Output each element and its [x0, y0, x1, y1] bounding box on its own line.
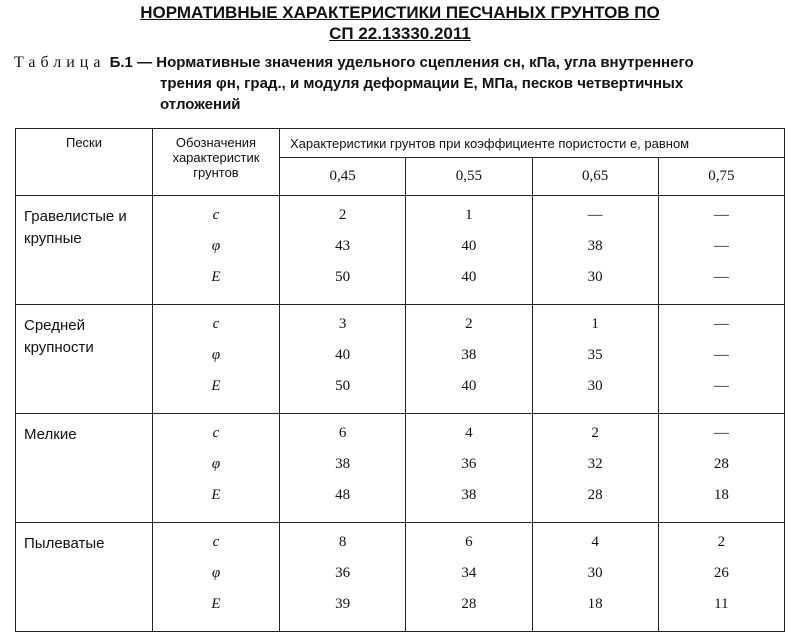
- symbol-label: φ: [211, 347, 221, 363]
- value-cell: [532, 305, 658, 414]
- value: —: [713, 316, 729, 332]
- value-cell: [658, 414, 784, 523]
- value: 38: [461, 347, 477, 363]
- value: 50: [335, 269, 351, 285]
- value: 1: [465, 207, 473, 223]
- value: 2: [465, 316, 473, 332]
- value: —: [713, 269, 729, 285]
- symbol-label: c: [212, 207, 220, 223]
- value-cell: [280, 523, 406, 632]
- symbol-cell: [153, 414, 280, 523]
- value: 40: [335, 347, 351, 363]
- value-cell: [406, 523, 532, 632]
- value-cell: [658, 305, 784, 414]
- value-cell: [532, 523, 658, 632]
- symbol-cell: [153, 196, 280, 305]
- table-body: [16, 196, 785, 632]
- table-row: [16, 414, 785, 523]
- symbol-label: c: [212, 534, 220, 550]
- sand-type: Средней крупности: [16, 305, 153, 414]
- value: 34: [461, 565, 477, 581]
- value: 50: [335, 378, 351, 394]
- header-sand: Пески: [16, 129, 153, 196]
- caption-line3: отложений: [160, 96, 241, 113]
- value: 36: [461, 456, 477, 472]
- value-cell: [406, 414, 532, 523]
- value: 3: [338, 316, 347, 332]
- value: 4: [465, 425, 473, 441]
- table-row: [16, 196, 785, 305]
- value: 35: [587, 347, 603, 363]
- value: 26: [713, 565, 729, 581]
- value: 30: [587, 378, 603, 394]
- caption-line1: Б.1 — Нормативные значения удельного сцепления cн, кПа, угла внутреннего: [109, 54, 694, 71]
- value: 32: [587, 456, 603, 472]
- value: 40: [461, 269, 477, 285]
- value: 8: [338, 534, 347, 550]
- value-cell: [280, 414, 406, 523]
- table-row: [16, 305, 785, 414]
- symbol-label: φ: [211, 565, 221, 581]
- table-row: [16, 523, 785, 632]
- header-e-0: 0,45: [280, 158, 406, 196]
- value: 28: [587, 487, 603, 503]
- symbol-label: E: [211, 269, 221, 285]
- value: 28: [713, 456, 729, 472]
- header-e-2: 0,65: [532, 158, 658, 196]
- value-cell: [280, 305, 406, 414]
- sand-type: Гравелистые и крупные: [16, 196, 153, 305]
- value: 48: [335, 487, 351, 503]
- value: 38: [461, 487, 477, 503]
- value: 30: [587, 565, 603, 581]
- header-e-1: 0,55: [406, 158, 532, 196]
- symbol-cell: [153, 523, 280, 632]
- symbol-label: c: [212, 425, 220, 441]
- value: 2: [717, 534, 726, 550]
- value-cell: [280, 196, 406, 305]
- value: 18: [587, 596, 603, 612]
- value-cell: [532, 196, 658, 305]
- value: —: [713, 425, 729, 441]
- header-coefficient: Характеристики грунтов при коэффициенте пористости e, равном: [280, 129, 785, 158]
- value: 38: [335, 456, 351, 472]
- value: 40: [461, 378, 477, 394]
- value: 36: [335, 565, 351, 581]
- value-cell: [658, 523, 784, 632]
- symbol-label: φ: [211, 456, 221, 472]
- value: —: [713, 347, 729, 363]
- value: 6: [465, 534, 473, 550]
- value: 38: [587, 238, 603, 254]
- sand-properties-table: [15, 128, 785, 632]
- symbol-label: E: [211, 596, 221, 612]
- value: 6: [338, 425, 347, 441]
- value: 40: [461, 238, 477, 254]
- value-cell: [532, 414, 658, 523]
- value-cell: [406, 196, 532, 305]
- value: 4: [591, 534, 599, 550]
- value: 18: [713, 487, 729, 503]
- header-symbol: Обозначения характеристик грунтов: [153, 129, 280, 196]
- symbol-label: E: [211, 487, 221, 503]
- value: 39: [335, 596, 351, 612]
- sand-type: Пылеватые: [16, 523, 153, 632]
- value: 2: [591, 425, 599, 441]
- symbol-label: φ: [211, 238, 221, 254]
- value: 28: [461, 596, 477, 612]
- value: 30: [587, 269, 603, 285]
- symbol-label: E: [211, 378, 221, 394]
- value: 43: [335, 238, 351, 254]
- value: —: [713, 207, 729, 223]
- value: 2: [338, 207, 347, 223]
- caption-label: Таблица: [14, 54, 106, 71]
- value: —: [587, 207, 603, 223]
- symbol-label: c: [212, 316, 220, 332]
- page-title-line2: СП 22.13330.2011: [329, 24, 471, 43]
- value: 1: [591, 316, 599, 332]
- table-caption: [14, 52, 784, 115]
- value: 11: [714, 596, 729, 612]
- page-title: [0, 2, 800, 44]
- caption-line2: трения φн, град., и модуля деформации E, МПа, песков четвертичных: [160, 75, 684, 92]
- value: —: [713, 378, 729, 394]
- symbol-cell: [153, 305, 280, 414]
- sand-type: Мелкие: [16, 414, 153, 523]
- value-cell: [658, 196, 784, 305]
- value-cell: [406, 305, 532, 414]
- header-e-3: 0,75: [658, 158, 784, 196]
- value: —: [713, 238, 729, 254]
- page-title-line1: НОРМАТИВНЫЕ ХАРАКТЕРИСТИКИ ПЕСЧАНЫХ ГРУНТОВ ПО: [140, 3, 660, 22]
